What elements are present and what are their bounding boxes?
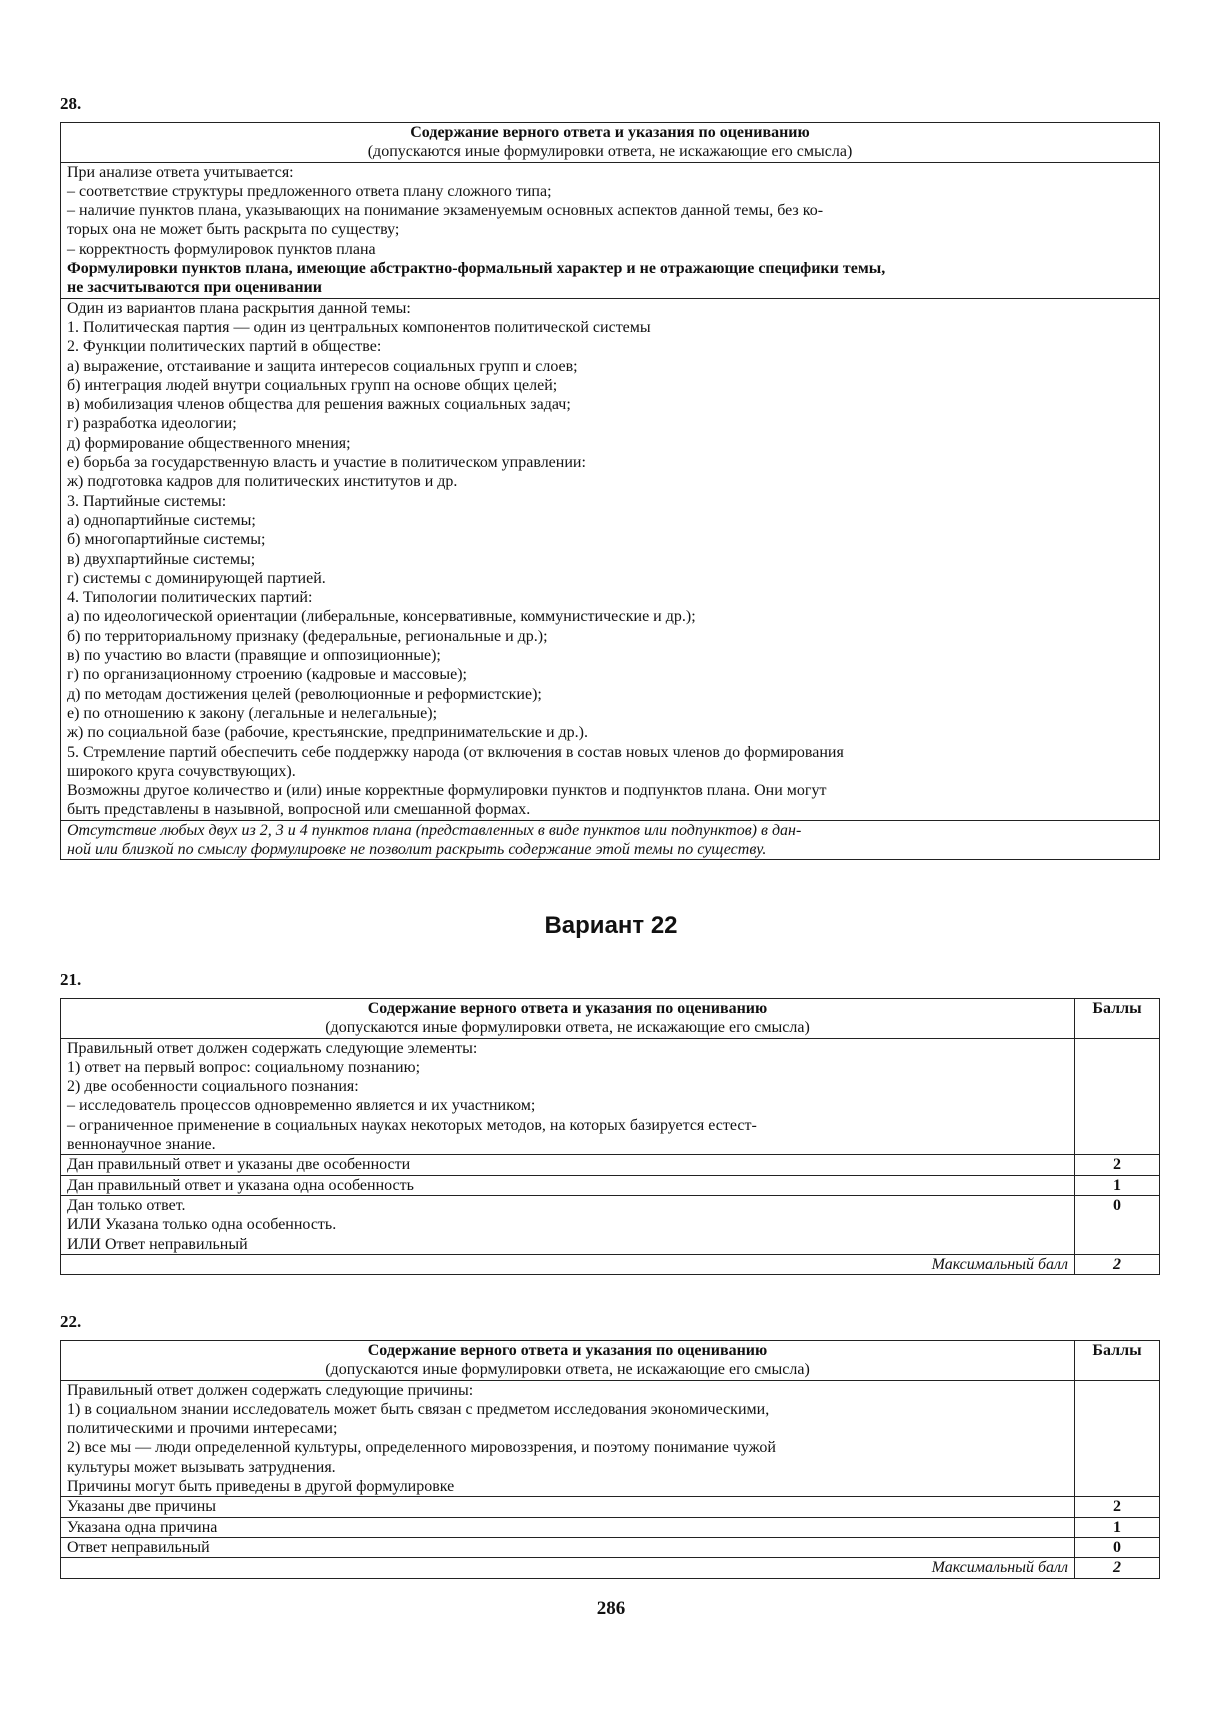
text-line: Указаны две причины [67,1498,217,1516]
text-line: Причины могут быть приведены в другой формулировке [67,1478,455,1496]
text-line: в) двухпартийные системы; [67,550,256,568]
score-cell: 1 [1075,1175,1160,1195]
text-line: б) многопартийные системы; [67,531,266,549]
table-cell [61,162,1160,298]
table-header-row [61,1341,1160,1381]
text-line: г) разработка идеологии; [67,415,237,433]
content-cell [61,1380,1075,1497]
score-cell: 0 [1075,1537,1160,1557]
text-line: Формулировки пунктов плана, имеющие абстрактно-формальный характер и не отражающие специфики темы, [67,260,886,278]
header-subtitle: (допускаются иные формулировки ответа, не искажающие его смысла) [367,143,853,161]
page-number: 286 [596,1598,626,1619]
text-line: Дан правильный ответ и указаны две особенности [67,1156,411,1174]
score-cell: 0 [1075,1195,1160,1254]
content-cell [61,1038,1075,1155]
max-score-row [61,1254,1160,1274]
header-title: Содержание верного ответа и указания по оцениванию [367,1342,768,1359]
criteria-cell [61,1155,1075,1175]
criteria-cell [61,1537,1075,1557]
table-row [61,1517,1160,1537]
table-row [61,1195,1160,1254]
text-line: культуры может вызывать затруднения. [67,1458,336,1476]
text-line: 1) в социальном знании исследователь может быть связан с предметом исследования экономическими, [67,1400,770,1418]
max-score-label: Максимальный балл [61,1254,1075,1274]
text-line: 1) ответ на первый вопрос: социальному познанию; [67,1058,421,1076]
text-line: 1. Политическая партия — один из центральных компонентов политической системы [67,318,651,336]
text-line: б) по территориальному признаку (федеральные, региональные и др.); [67,627,548,645]
text-line: Правильный ответ должен содержать следующие причины: [67,1381,474,1399]
table-cell [61,820,1160,860]
table-row [61,1380,1160,1497]
text-line: а) выражение, отстаивание и защита интересов социальных групп и слоев; [67,357,578,375]
text-line: Дан правильный ответ и указана одна особенность [67,1176,414,1194]
text-line: торых она не может быть раскрыта по существу; [67,221,400,239]
score-cell [1075,1038,1160,1155]
table-row [61,1537,1160,1557]
question-number-28: 28. [60,94,82,113]
text-line: а) по идеологической ориентации (либеральные, консервативные, коммунистические и др.); [67,608,696,626]
text-line: д) формирование общественного мнения; [67,434,351,452]
criteria-cell [61,1175,1075,1195]
text-line: При анализе ответа учитывается: [67,163,294,181]
table-row [61,1038,1160,1155]
text-line: 4. Типологии политических партий: [67,589,313,607]
table-cell [61,298,1160,820]
max-score-label: Максимальный балл [61,1558,1075,1578]
text-line: в) по участию во власти (правящие и оппозиционные); [67,647,441,665]
text-line: Отсутствие любых двух из 2, 3 и 4 пунктов плана (представленных в виде пунктов или подпунктов) в дан- [67,821,802,839]
table-header [61,999,1075,1039]
text-line: а) однопартийные системы; [67,511,256,529]
criteria-cell [61,1497,1075,1517]
table-header [61,1341,1075,1381]
criteria-cell [61,1517,1075,1537]
table-row [61,1175,1160,1195]
score-header: Баллы [1075,999,1160,1039]
text-line: – наличие пунктов плана, указывающих на понимание экзаменуемым основных аспектов данной темы, без ко- [67,202,824,220]
text-line: 3. Партийные системы: [67,492,227,510]
text-line: – соответствие структуры предложенного ответа плану сложного типа; [67,182,552,200]
criteria-cell [61,1195,1075,1254]
text-line: е) борьба за государственную власть и участие в политическом управлении: [67,454,586,472]
text-line: д) по методам достижения целей (революционные и реформистские); [67,685,542,703]
answer-table-21 [60,998,1160,1275]
table-header [61,123,1160,163]
text-line: ИЛИ Указана только одна особенность. [67,1216,337,1234]
answer-table-28 [60,122,1160,860]
text-line: ж) подготовка кадров для политических институтов и др. [67,473,458,491]
score-header: Баллы [1075,1341,1160,1381]
text-line: Указана одна причина [67,1518,218,1536]
text-line: Правильный ответ должен содержать следующие элементы: [67,1039,478,1057]
text-line: 2) все мы — люди определенной культуры, определенного мировоззрения, и поэтому понимание чужой [67,1439,776,1457]
text-line: Дан только ответ. [67,1196,186,1214]
text-line: Ответ неправильный [67,1538,210,1556]
text-line: быть представлены в назывной, вопросной или смешанной формах. [67,801,531,819]
text-line: Возможны другое количество и (или) иные корректные формулировки пунктов и подпунктов плана. Они могут [67,782,827,800]
question-number-22: 22. [60,1312,82,1331]
text-line: г) системы с доминирующей партией. [67,569,326,587]
score-cell: 2 [1075,1497,1160,1517]
text-line: ной или близкой по смыслу формулировке не позволит раскрыть содержание этой темы по существу. [67,840,767,858]
text-line: – ограниченное применение в социальных науках некоторых методов, на которых базируется естест- [67,1116,757,1134]
table-row [61,298,1160,820]
table-row [61,820,1160,860]
text-line: политическими и прочими интересами; [67,1420,338,1438]
text-line: 5. Стремление партий обеспечить себе поддержку народа (от включения в состав новых членов до формирования [67,743,844,761]
text-line: ж) по социальной базе (рабочие, крестьянские, предпринимательские и др.). [67,724,588,742]
header-subtitle: (допускаются иные формулировки ответа, не искажающие его смысла) [325,1361,810,1379]
text-line: 2. Функции политических партий в обществе: [67,338,382,356]
text-line: не засчитываются при оценивании [67,279,322,297]
question-number-21: 21. [60,970,82,989]
score-cell: 1 [1075,1517,1160,1537]
score-cell [1075,1380,1160,1497]
text-line: е) по отношению к закону (легальные и нелегальные); [67,704,438,722]
table-row [61,162,1160,298]
text-line: 2) две особенности социального познания: [67,1078,359,1096]
header-title: Содержание верного ответа и указания по оцениванию [410,124,810,141]
header-title: Содержание верного ответа и указания по оцениванию [367,1000,768,1017]
table-row [61,1155,1160,1175]
text-line: ИЛИ Ответ неправильный [67,1235,248,1253]
max-score-value: 2 [1075,1254,1160,1274]
table-row [61,1497,1160,1517]
text-line: – исследователь процессов одновременно является и их участником; [67,1097,536,1115]
text-line: г) по организационному строению (кадровые и массовые); [67,666,467,684]
table-header-row [61,999,1160,1039]
text-line: в) мобилизация членов общества для решения важных социальных задач; [67,396,571,414]
answer-table-22 [60,1340,1160,1579]
text-line: – корректность формулировок пунктов плана [67,240,376,258]
variant-title: Вариант 22 [544,912,678,939]
max-score-row [61,1558,1160,1578]
max-score-value: 2 [1075,1558,1160,1578]
score-cell: 2 [1075,1155,1160,1175]
text-line: Один из вариантов плана раскрытия данной темы: [67,299,411,317]
text-line: б) интеграция людей внутри социальных групп на основе общих целей; [67,376,558,394]
text-line: широкого круга сочувствующих). [67,762,296,780]
text-line: веннонаучное знание. [67,1136,216,1154]
header-subtitle: (допускаются иные формулировки ответа, не искажающие его смысла) [325,1019,810,1037]
